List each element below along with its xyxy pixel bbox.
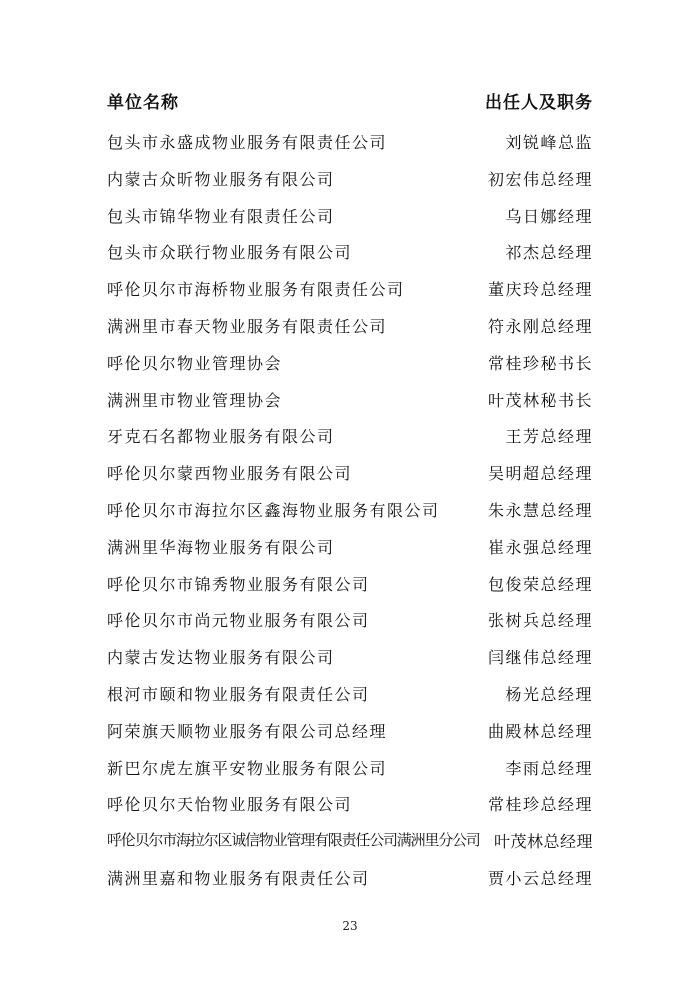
person-position: 吴明超总经理 [487,464,593,484]
list-item [107,380,593,417]
list-item [107,122,593,159]
person-position: 王芳总经理 [505,427,593,447]
list-item [107,748,593,785]
person-position: 叶茂林总经理 [493,832,593,852]
person-position: 常桂珍秘书长 [487,353,593,373]
org-name: 满洲里华海物业服务有限公司 [107,537,335,557]
org-name: 包头市锦华物业有限责任公司 [107,206,335,226]
org-name: 满洲里市物业管理协会 [107,390,283,410]
org-name: 呼伦贝尔市尚元物业服务有限公司 [107,611,370,631]
page-number: 23 [342,919,358,933]
org-name: 呼伦贝尔天怡物业服务有限公司 [107,795,353,815]
header-person-position: 出任人及职务 [485,93,593,113]
person-position: 李雨总经理 [505,758,593,778]
list-item [107,711,593,748]
list-item [107,600,593,637]
person-position: 符永刚总经理 [487,316,593,336]
list-item [107,637,593,674]
org-name: 呼伦贝尔市海拉尔区诚信物业管理有限责任公司满洲里分公司 [107,831,480,850]
person-position: 乌日娜经理 [505,206,593,226]
list-item [107,527,593,564]
list-item [107,196,593,233]
person-position: 初宏伟总经理 [487,169,593,189]
list-item [107,269,593,306]
table-header [107,88,593,118]
org-name: 呼伦贝尔市海桥物业服务有限责任公司 [107,280,405,300]
list-item [107,306,593,343]
person-position: 张树兵总经理 [487,611,593,631]
person-position: 崔永强总经理 [487,537,593,557]
org-name: 呼伦贝尔物业管理协会 [107,353,283,373]
person-position: 曲殿林总经理 [487,721,593,741]
org-name: 呼伦贝尔市锦秀物业服务有限公司 [107,574,370,594]
org-name: 阿荣旗天顺物业服务有限公司总经理 [107,721,388,741]
org-name: 新巴尔虎左旗平安物业服务有限公司 [107,758,388,778]
org-name: 包头市永盛成物业服务有限责任公司 [107,133,388,152]
header-org-name: 单位名称 [107,93,179,113]
org-name: 呼伦贝尔市海拉尔区鑫海物业服务有限公司 [107,500,440,520]
org-name: 内蒙古发达物业服务有限公司 [107,648,335,668]
list-item [107,453,593,490]
list-item [107,232,593,269]
person-position: 杨光总经理 [505,684,593,704]
person-position: 闫继伟总经理 [487,648,593,668]
org-name: 牙克石名都物业服务有限公司 [107,427,335,447]
list-item [107,490,593,527]
org-name: 包头市众联行物业服务有限公司 [107,243,353,263]
person-position: 董庆玲总经理 [487,280,593,300]
list-item [107,858,593,895]
list-item [107,416,593,453]
person-position: 刘锐峰总监 [505,133,593,152]
org-name: 内蒙古众昕物业服务有限公司 [107,169,335,189]
org-name: 满洲里嘉和物业服务有限责任公司 [107,868,370,888]
org-name: 根河市颐和物业服务有限责任公司 [107,684,370,704]
person-position: 包俊荣总经理 [487,574,593,594]
org-name: 呼伦贝尔蒙西物业服务有限公司 [107,464,353,484]
list-item [107,564,593,601]
person-position: 祁杰总经理 [505,243,593,263]
list-item [107,159,593,196]
list-item [107,784,593,821]
person-position: 贾小云总经理 [487,868,593,888]
member-list [107,122,593,895]
person-position: 常桂珍总经理 [487,795,593,815]
person-position: 叶茂林秘书长 [487,390,593,410]
list-item [107,343,593,380]
org-name: 满洲里市春天物业服务有限责任公司 [107,316,388,336]
list-item [107,674,593,711]
list-item [107,821,593,858]
person-position: 朱永慧总经理 [487,500,593,520]
